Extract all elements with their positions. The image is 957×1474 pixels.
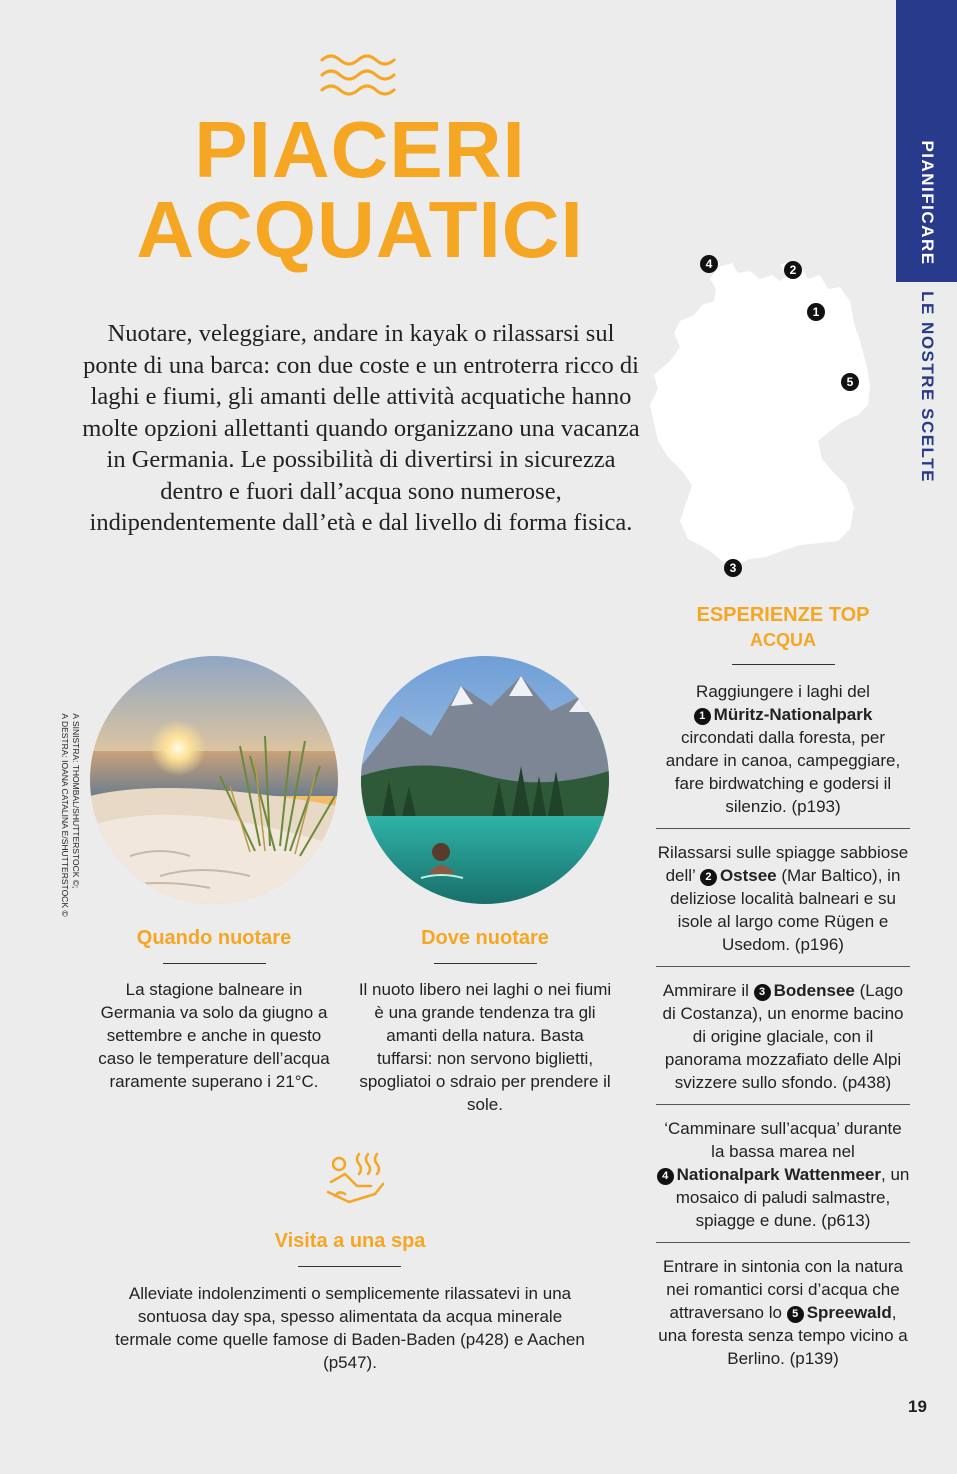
experience-place: Spreewald <box>806 1303 892 1322</box>
page-title <box>90 105 630 274</box>
page-title-line2: ACQUATICI <box>136 185 584 274</box>
spa-divider <box>298 1266 401 1267</box>
map-marker-5: 5 <box>841 373 859 391</box>
photo-credit-left: A SINISTRA: THOMBAL/SHUTTERSTOCK ©; <box>71 713 81 889</box>
when-swim-text: La stagione balneare in Germania va solo da giugno a settembre e anche in questo caso le temperature dell’acqua raramente superano i 21°C. <box>98 980 330 1091</box>
experiences-heading <box>656 603 910 653</box>
where-swim-heading: Dove nuotare <box>421 927 549 949</box>
experience-place: Müritz-Nationalpark <box>713 705 873 724</box>
alpine-lake-photo <box>361 656 609 904</box>
experience-item-4: ‘Camminare sull’acqua’ durante la bassa marea nel 4 Nationalpark Wattenmeer, un mosaico di paludi salmastre, spiagge e dune. (p613) <box>656 1104 910 1242</box>
experiences-subtitle: ACQUA <box>750 630 816 650</box>
experience-place: Ostsee <box>719 866 777 885</box>
spa-bath-icon <box>325 1150 389 1210</box>
experiences-divider <box>732 664 835 665</box>
map-marker-2: 2 <box>784 261 802 279</box>
section-tab-label: PIANIFICARE <box>917 140 937 266</box>
where-swim-divider <box>434 963 537 964</box>
experience-place: Nationalpark Wattenmeer <box>676 1165 881 1184</box>
subsection-tab-label: LE NOSTRE SCELTE <box>917 291 937 483</box>
number-badge: 3 <box>754 984 771 1001</box>
where-swim-text: Il nuoto libero nei laghi o nei fiumi è una grande tendenza tra gli amanti della natura. Basta tuffarsi: non servono biglietti, spogliatoi o sdraio per prendere il sole. <box>358 980 612 1114</box>
experience-place: Bodensee <box>773 981 855 1000</box>
experience-item-5: Entrare in sintonia con la natura nei romantici corsi d’acqua che attraversano lo 5 Spreewald, una foresta senza tempo vicino a Berlino. (p139) <box>656 1242 910 1380</box>
when-swim-heading: Quando nuotare <box>136 927 292 949</box>
experience-item-3: Ammirare il 3 Bodensee (Lago di Costanza), un enorme bacino di origine glaciale, con il panorama mozzafiato delle Alpi svizzere sullo sfondo. (p438) <box>656 966 910 1104</box>
number-badge: 2 <box>700 869 717 886</box>
page-number: 19 <box>908 1397 927 1416</box>
when-swim-divider <box>163 963 266 964</box>
map-marker-1: 1 <box>807 303 825 321</box>
page-title-line1: PIACERI <box>194 105 526 194</box>
experiences-title: ESPERIENZE TOP <box>696 604 870 626</box>
photo-credit-right: A DESTRA: IOANA CATALINA E/SHUTTERSTOCK © <box>60 713 70 917</box>
section-tab <box>896 0 957 282</box>
experience-item-2: Rilassarsi sulle spiagge sabbiose dell’ 2 Ostsee (Mar Baltico), in deliziose località balneari e su isole al largo come Rügen e Usedom. (p196) <box>656 828 910 966</box>
photo-credit <box>56 690 84 940</box>
map-marker-3: 3 <box>724 559 742 577</box>
beach-sunset-photo <box>90 656 338 904</box>
experience-item-1: Raggiungere i laghi del 1 Müritz-Nationalpark circondati dalla foresta, per andare in canoa, campeggiare, fare birdwatching e godersi il silenzio. (p193) <box>665 682 901 816</box>
germany-map <box>640 245 895 590</box>
subsection-tab <box>896 282 957 492</box>
waves-icon <box>318 48 398 102</box>
spa-heading: Visita a una spa <box>274 1230 426 1252</box>
map-marker-4: 4 <box>700 255 718 273</box>
experiences-list <box>656 680 910 1380</box>
spa-text: Alleviate indolenzimenti o semplicemente rilassatevi in una sontuosa day spa, spesso alimentata da acqua minerale termale come quelle famose di Baden-Baden (p428) e Aachen (p547). <box>115 1284 585 1372</box>
intro-paragraph: Nuotare, veleggiare, andare in kayak o rilassarsi sul ponte di una barca: con due coste e un entroterra ricco di laghi e fiumi, gli amanti delle attività acquatiche hanno molte opzioni allettanti quando organizzano una vacanza in Germania. Le possibilità di divertirsi in sicurezza dentro e fuori dall’acqua sono numerose, indipendentemente dall’età e dal livello di forma fisica. <box>82 320 640 536</box>
number-badge: 5 <box>787 1306 804 1323</box>
number-badge: 1 <box>694 708 711 725</box>
number-badge: 4 <box>657 1168 674 1185</box>
